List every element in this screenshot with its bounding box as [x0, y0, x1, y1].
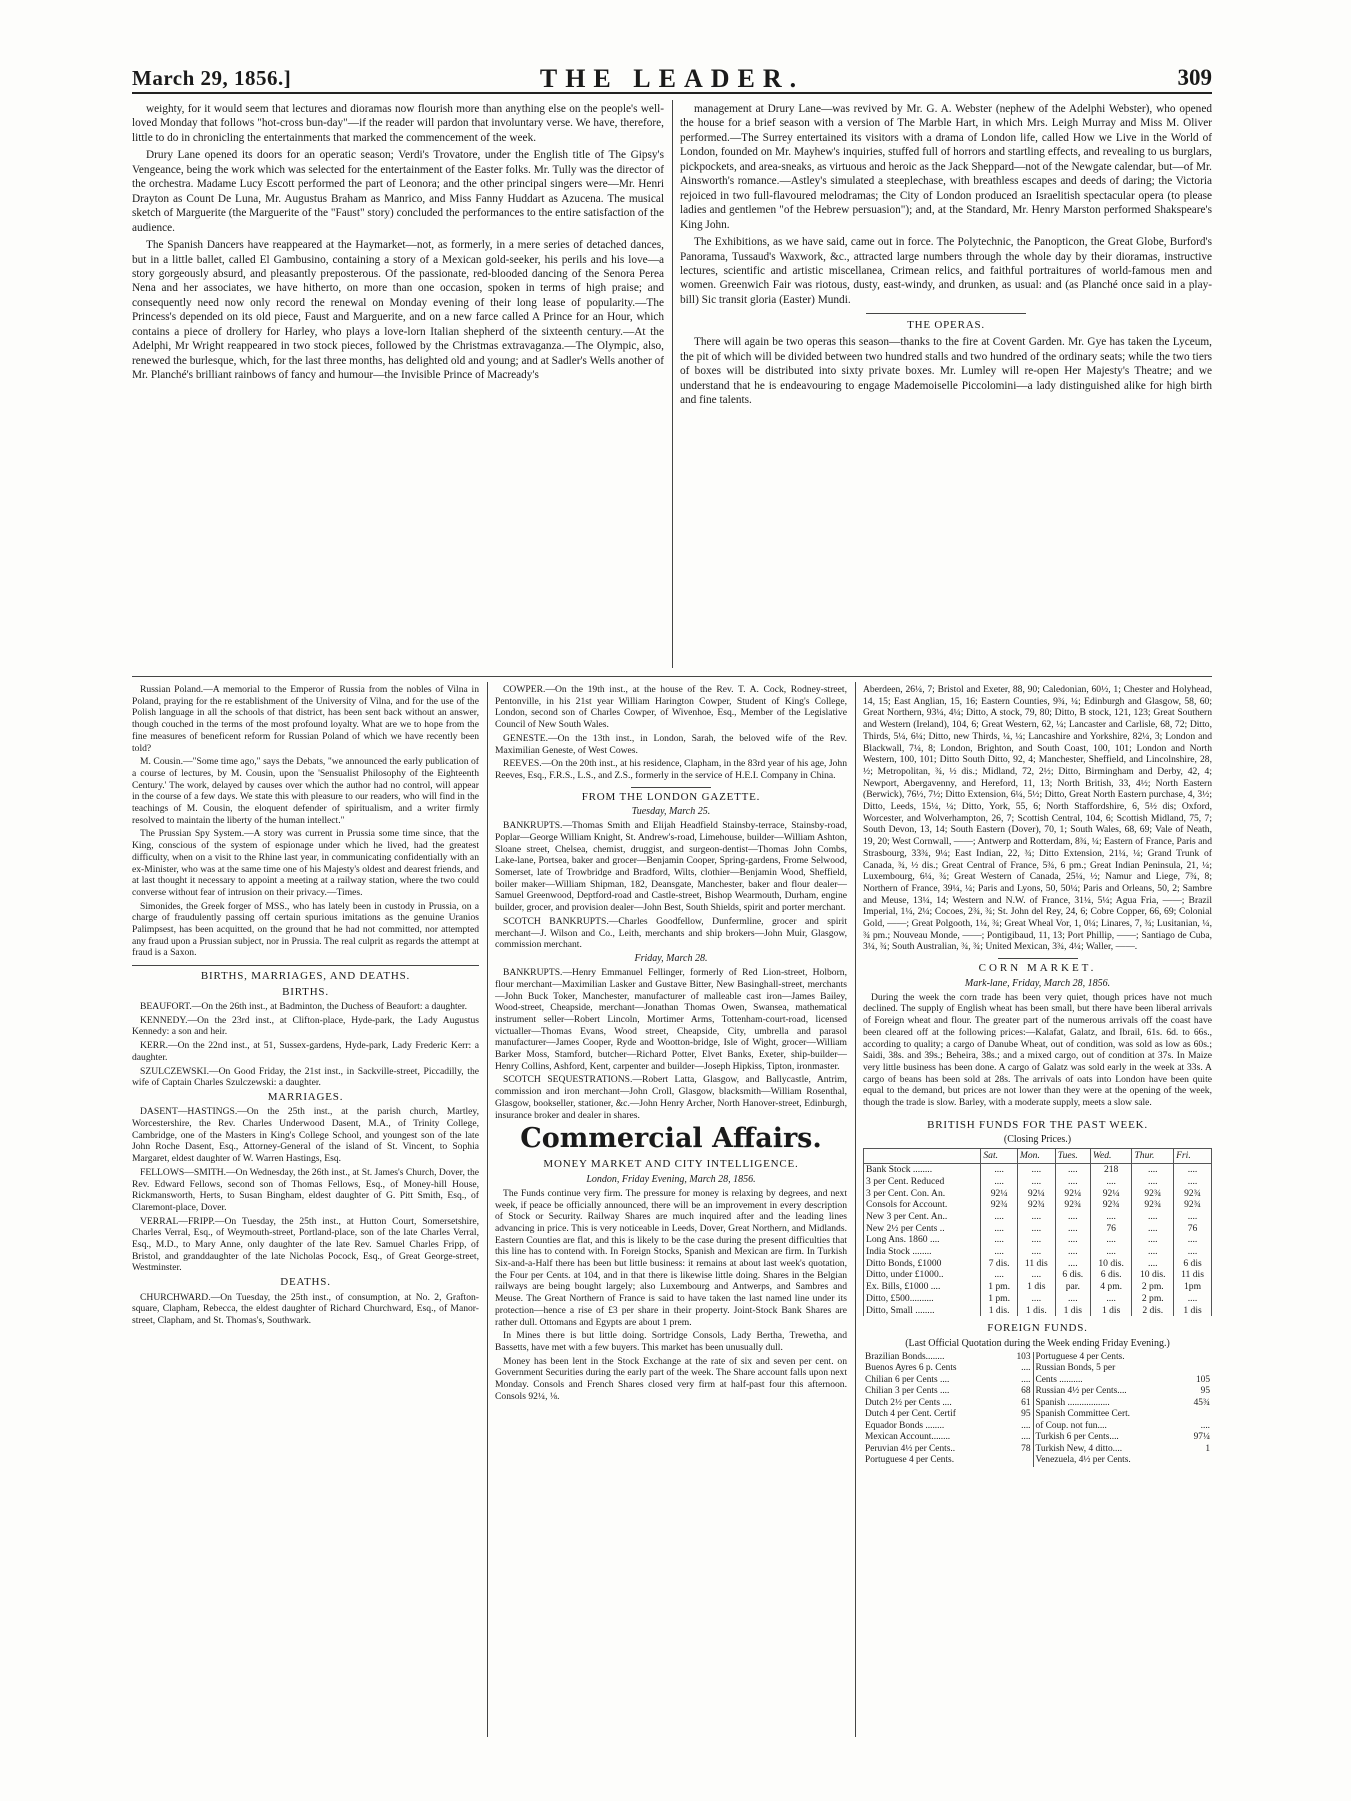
british-funds-heading: BRITISH FUNDS FOR THE PAST WEEK.	[927, 1118, 1148, 1131]
table-cell: 6 dis	[1174, 1258, 1212, 1270]
money-paragraph: In Mines there is but little doing. Sortridge Consols, Lady Bertha, Trewetha, and Bassetts, have met with a few buyers. This market has been unusually dull.	[495, 1330, 847, 1353]
table-cell	[1182, 1352, 1212, 1363]
table-cell: Portuguese 4 per Cents.	[1035, 1351, 1125, 1362]
column-divider	[855, 682, 856, 1737]
table-cell: Cents ..........	[1035, 1374, 1083, 1385]
table-cell: Long Ans. 1860 ....	[864, 1234, 981, 1246]
column-divider	[487, 682, 488, 1737]
table-cell: 1 dis	[1090, 1305, 1132, 1317]
table-cell: 92¼	[1090, 1188, 1132, 1200]
table-cell: ....	[1005, 1363, 1033, 1374]
funds-column-header: Sat.	[981, 1149, 1018, 1164]
table-cell: 7 dis.	[981, 1258, 1018, 1270]
table-cell: Turkish 6 per Cents....	[1035, 1432, 1119, 1443]
table-cell: 6 dis.	[1055, 1269, 1090, 1281]
column-divider	[672, 100, 673, 668]
table-cell: 92¾	[1017, 1199, 1055, 1211]
table-cell: 1 dis	[1055, 1305, 1090, 1317]
article-paragraph: The Spanish Dancers have reappeared at the Haymarket—not, as formerly, in a mere series of detached dances, but in a little ballet, called El Gambusino, containing a story of a Mexican gold-seeker, his perils and his love—a story gorgeously absurd, and pleasantly preposterous. Of the passionate, red-blooded dancing of the Senora Perea Nena and her associates, we have hitherto, on more than one occasion, spoken in terms of high praise; and consequently need now only record the renewal on Monday evening of their long lease of popularity.—The Princess's depended on its old piece, Faust and Marguerite, and on a new farce called A Prince for an Hour, which contains a piece of drollery for Harley, who plays a love-lorn Italian shepherd of the sixteenth century.—At the Adelphi, Mr Wright reappeared in two stock pieces, followed by the Christmas extravaganza.—The Olympic, also, renewed the burlesque, which, for the last three months, has delighted old and young; and at Sadler's Wells another of Mr. Planché's brilliant rainbows of fancy and humour—the Invisible Prince of Macready's	[132, 239, 664, 382]
table-cell: 92¼	[1017, 1188, 1055, 1200]
table-cell: 97¼	[1193, 1432, 1210, 1443]
table-cell: Chilian 3 per Cents ....	[865, 1386, 950, 1397]
corn-dateline: Mark-lane, Friday, March 28, 1856.	[964, 977, 1111, 989]
table-cell: ....	[1200, 1420, 1210, 1431]
table-cell: 1 dis.	[981, 1305, 1018, 1317]
table-cell: 76	[1090, 1223, 1132, 1235]
table-cell: ....	[1132, 1258, 1174, 1270]
birth-notice: KERR.—On the 22nd inst., at 51, Sussex-gardens, Hyde-park, Lady Frederic Kerr: a daughter.	[132, 1040, 479, 1063]
table-row	[863, 1421, 1212, 1432]
newspaper-title: THE LEADER.	[539, 64, 805, 93]
table-cell: ....	[981, 1246, 1018, 1258]
table-cell	[1182, 1409, 1212, 1420]
table-cell: ....	[1055, 1258, 1090, 1270]
table-cell: Portuguese 4 per Cents.	[865, 1455, 955, 1466]
table-cell: ....	[1174, 1293, 1212, 1305]
table-cell: ....	[1174, 1246, 1212, 1258]
table-cell: ....	[1055, 1246, 1090, 1258]
share-prices: Aberdeen, 26¼, 7; Bristol and Exeter, 88, 90; Caledonian, 60½, 1; Chester and Holyhead, 14, 15; East Anglian, 15, 16; Eastern Counties, 9¾, ¼; Edinburgh and Glasgow, 58, 60; Great Northern, 93¼, 4¼; Ditto, A stock, 79, 80; Ditto, B stock, 121, 123; Great Southern and Western (Ireland), 104, 6; Great Western, 62, ¼; Lancaster and Carlisle, 68, 72; Ditto, Thirds, 5¼, 6¼; Ditto, new Thirds, ¼, ¼; Lancashire and Yorkshire, 82¼, 3; London and Blackwall, 7¼, 8; London, Brighton, and South Coast, 100, 101; London and North Western, 100, 101; Ditto South Ditto, 92, 4; Manchester, Sheffield, and Lincolnshire, 28, ½; Metropolitan, ¾, ½ dis.; Midland, 72, 2½; Ditto, Birmingham and Derby, 42, 4; Newport, Abergavenny, and Hereford, 11, 13; North British, 33, 4½; North Eastern (Berwick), 76½, 7½; Ditto Extension, 6¼, 5½; Ditto, Great North Eastern purchase, 4, 3½; Ditto, Leeds, 15¼, ¼; Ditto, York, 55, 6; North Staffordshire, 6, 5½ dis; Oxford, Worcester, and Wolverhampton, 26, 7; Scottish Central, 104, 6; Scottish Midland, 75, 7; South Devon, 13, 14; South Eastern (Dover), 70, 1; South Wales, 68, 69; Vale of Neath, 19, 20; West Cornwall, ——; Antwerp and Rotterdam, 8¾, ¼; Eastern of France, Paris and Strasbourg, 33¾, 9¼; East Indian, 22, ¾; Ditto Extension, 21¼, ¼; Grand Trunk of Canada, ¾, ½ dis.; Great Central of France, 5¾, 6 pm.; Great Indian Peninsula, 21, ¼; Luxembourg, 6¼, ¾; Great Western of Canada, 25¼, ½; Namur and Liege, 7¾, 8; Northern of France, 39¼, ¼; Paris and Lyons, 50, 50¼; Paris and Orleans, 50, 2; Sambre and Meuse, 13¼, 14; Western and N.W. of France, 31¼, 5¼; Agua Fria, ——; Brazil Imperial, 1¼, 2¼; Cocoes, 2¾, ¾; St. John del Rey, 24, 6; Cobre Copper, 66, 69; Colonial Gold, ——; Great Polgooth, 1¼, ¾; Great Wheal Vor, 1, 0¼; Linares, 7, ¾; Lusitanian, ¼, ¾ pm.; Nouveau Monde, ——; Pontigibaud, 11, 13; Port Phillip, ——; Santiago de Cuba, 3¼, ¾; South Australian, ¾, ¾; United Mexican, 3¾, 4¼; Waller, ——.	[863, 684, 1212, 953]
table-cell: 92¼	[1055, 1188, 1090, 1200]
table-cell: 1 dis	[1017, 1281, 1055, 1293]
marriage-notice: DASENT—HASTINGS.—On the 25th inst., at the parish church, Martley, Worcestershire, the Rev. Charles Underwood Dasent, M.A., of Trinity College, Cambridge, one of the Masters in King's College School, and youngest son of the late John Roche Dasent, Esq., Attorney-General of the island of St. Vincent, to Sophia Margaret, eldest daughter of W. Warren Hastings, Esq.	[132, 1106, 479, 1165]
table-row	[863, 1352, 1212, 1363]
table-cell: ....	[1055, 1164, 1090, 1176]
table-cell: ....	[981, 1164, 1018, 1176]
table-row	[864, 1281, 1212, 1293]
foreign-funds-table	[863, 1352, 1212, 1467]
operas-heading: THE OPERAS.	[907, 319, 985, 332]
british-funds-table	[863, 1148, 1212, 1316]
table-cell: New 3 per Cent. An..	[864, 1211, 981, 1223]
funds-column-header: Fri.	[1174, 1149, 1212, 1164]
table-cell: 11 dis	[1174, 1269, 1212, 1281]
table-cell: 95	[1005, 1409, 1033, 1420]
article-paragraph: The Exhibitions, as we have said, came out in force. The Polytechnic, the Panopticon, the Great Globe, Burford's Panorama, Tussaud's Waxwork, &c., attracted large numbers through the whole day by their dioramas, instructive lectures, scientific and artistic miscellanea, Crimean relics, and faithful portraitures of world-famous men and women. Greenwich Fair was riotous, dusty, east-windy, and drunken, as usual: and (as Planché once said in a play-bill) Sic transit gloria (Easter) Mundi.	[680, 236, 1212, 306]
table-cell: Consols for Account.	[864, 1199, 981, 1211]
table-cell: 92¾	[1174, 1188, 1212, 1200]
table-cell: 1 dis	[1174, 1305, 1212, 1317]
table-cell: 4 pm.	[1090, 1281, 1132, 1293]
table-cell: ....	[1005, 1421, 1033, 1432]
news-paragraph: The Prussian Spy System.—A story was current in Prussia some time since, that the King, conscious of the system of espionage under which he lived, had the greatest difficulty, when on a visit to the Rhine last year, in communicating confidentially with an ex-Minister, who was at the same time one of his Majesty's oldest and dearest friends, and at last thought it necessary to appoint a meeting at a railway station, where the two could converse without fear of intrusion on their privacy.—Times.	[132, 828, 479, 898]
table-cell: 103	[1005, 1352, 1033, 1363]
table-row	[864, 1234, 1212, 1246]
table-cell: Bank Stock ........	[864, 1164, 981, 1176]
table-cell	[1182, 1455, 1212, 1466]
table-cell: Ditto, £500..........	[864, 1293, 981, 1305]
table-cell: ....	[1090, 1293, 1132, 1305]
table-cell: ....	[1132, 1223, 1174, 1235]
news-column-2	[495, 684, 847, 1734]
table-cell: Ditto, under £1000..	[864, 1269, 981, 1281]
table-cell: 92¼	[981, 1188, 1018, 1200]
table-cell: ....	[1017, 1293, 1055, 1305]
table-cell: Spanish ..................	[1035, 1397, 1110, 1408]
table-cell: 92¾	[1132, 1199, 1174, 1211]
table-cell: 45¾	[1193, 1397, 1210, 1408]
table-row	[864, 1293, 1212, 1305]
corn-market-text: During the week the corn trade has been very quiet, though prices have not much declined. The supply of English wheat has been small, but there have been liberal arrivals of Foreign wheat and flour. The greater part of the numerous arrivals off the coast have been cleared off at the following prices:—Kalafat, Galatz, and Ibrail, 61s. 6d. to 66s., according to quality; a cargo of Danube Wheat, out of condition, was sold as low as 60s.; Saidi, 38s. and 39s.; Beheira, 38s.; and a mixed cargo, out of condition at 37s. In Maize very little business has been done. A cargo of Galatz was sold early in the week at 33s. A cargo of beans has been sold at 28s. The arrivals of oats into London have been quite equal to the demand, but prices are not lower than they were at the opening of the week, though the trade is slow. Barley, with a moderate supply, meets a slow sale.	[863, 991, 1212, 1109]
table-cell: Buenos Ayres 6 p. Cents	[865, 1363, 957, 1374]
article-paragraph: Drury Lane opened its doors for an operatic season; Verdi's Trovatore, under the English title of The Gipsy's Vengeance, being the work which was selected for the entertainment of the Easter folks. Mr. Tully was the director of the orchestra. Madame Lucy Escott performed the part of Leonora; and the other principal singers were—Mr. Henri Drayton as Count De Luna, Mr. Augustus Braham as Manrico, and Miss Fanny Huddart as Azucena. The musical sketch of Marguerite (the Marguerite of the "Faust" story) concluded the performances to the entire satisfaction of the audience.	[132, 149, 664, 234]
table-cell: 3 per Cent. Con. An.	[864, 1188, 981, 1200]
table-cell: 218	[1090, 1164, 1132, 1176]
table-cell: ....	[981, 1223, 1018, 1235]
table-cell: Brazilian Bonds........	[865, 1351, 945, 1362]
marriage-notice: FELLOWS—SMITH.—On Wednesday, the 26th inst., at St. James's Church, Dover, the Rev. Edward Fellows, second son of Thomas Fellows, Esq., of Money-hill House, Rickmansworth, Herts, to Susan Bingham, eldest daughter of G. Pitt Smith, Esq., of Claremont-place, Dover.	[132, 1166, 479, 1213]
theatre-review-left	[132, 102, 664, 664]
british-funds-subheading: (Closing Prices.)	[1003, 1134, 1072, 1146]
table-cell: 1pm	[1174, 1281, 1212, 1293]
table-row	[863, 1398, 1212, 1409]
corn-market-heading: CORN MARKET.	[978, 962, 1097, 975]
table-row	[863, 1375, 1212, 1386]
table-cell: Venezuela, 4½ per Cents.	[1035, 1455, 1131, 1466]
table-cell: ....	[1055, 1223, 1090, 1235]
table-row	[864, 1223, 1212, 1235]
table-row	[863, 1444, 1212, 1455]
table-row	[864, 1269, 1212, 1281]
table-cell: 3 per Cent. Reduced	[864, 1176, 981, 1188]
news-paragraph: M. Cousin.—"Some time ago," says the Debats, "we announced the early publication of a course of lectures, by M. Cousin, upon the 'Sensualist Philosophy of the Eighteenth Century.' The work, delayed by causes over which the author had no control, will appear in the course of a few days. We state this with pleasure to our readers, who will find in the teachings of M. Cousin, the eloquent defender of spiritualism, and a writer firmly resolved to maintain the liberty of the human intellect."	[132, 756, 479, 826]
funds-column-header: Wed.	[1090, 1149, 1132, 1164]
news-column-1	[132, 684, 479, 1734]
money-market-heading: MONEY MARKET AND CITY INTELLIGENCE.	[543, 1158, 799, 1171]
table-cell: 92¾	[981, 1199, 1018, 1211]
death-notice: COWPER.—On the 19th inst., at the house of the Rev. T. A. Cock, Rodney-street, Pentonville, in his 21st year William Harington Cowper, Student of King's College, London, second son of Charles Cowper, of Wivenhoe, Esq., Member of the Legislative Council of New South Wales.	[495, 684, 847, 731]
table-cell: 2 pm.	[1132, 1281, 1174, 1293]
table-cell: ....	[1017, 1246, 1055, 1258]
table-row	[863, 1409, 1212, 1420]
marriage-notice: VERRAL—FRIPP.—On Tuesday, the 25th inst., at Hutton Court, Somersetshire, Charles Verral, Esq., of Weymouth-street, Portland-place, son of the late Charles Verral, Esq., M.D., to Mary Anne, only daughter of the late Rev. Samuel Charles Fripp, of Bristol, and granddaughter of the late Nicholas Pocock, Esq., of Great George-street, Westminster.	[132, 1215, 479, 1274]
news-paragraph: Simonides, the Greek forger of MSS., who has lately been in custody in Prussia, on a charge of fraudulently passing off certain spurious imitations as the genuine Uranios Palimpsest, has been acquitted, on the ground that he had not committed, nor attempted any fraud upon a Prussian subject, nor in Prussia. The real culprit as regards the attempt at fraud is a Saxon.	[132, 900, 479, 959]
table-cell: 1 dis.	[1017, 1305, 1055, 1317]
news-paragraph: Russian Poland.—A memorial to the Emperor of Russia from the nobles of Vilna in Poland, praying for the re establishment of the University of Vilna, and for the use of the Polish language in all the schools of that district, has been sent back without an answer, though couched in the terms of the most profound loyalty. What are we to hope from the fine measures of beneficent reform for Russian Poland of which we have recently been told?	[132, 684, 479, 754]
table-cell: 11 dis	[1017, 1258, 1055, 1270]
table-cell: ....	[1132, 1211, 1174, 1223]
gazette-paragraph: SCOTCH SEQUESTRATIONS.—Robert Latta, Glasgow, and Ballycastle, Antrim, commission and iron merchant—John Croll, Glasgow, blacksmith—William Rosenthal, Glasgow, bookseller, stationer, &c.—John Henry Archer, North Hanover-street, Edinburgh, insurance broker and dealer in shares.	[495, 1074, 847, 1121]
table-cell: ....	[1090, 1211, 1132, 1223]
gazette-tuesday: Tuesday, March 25.	[631, 806, 711, 818]
table-cell: ....	[1132, 1246, 1174, 1258]
birth-notice: KENNEDY.—On the 23rd inst., at Clifton-place, Hyde-park, the Lady Augustus Kennedy: a son and heir.	[132, 1014, 479, 1038]
table-cell: ....	[981, 1211, 1018, 1223]
table-cell: 92¾	[1090, 1199, 1132, 1211]
table-row	[864, 1176, 1212, 1188]
table-cell: India Stock ........	[864, 1246, 981, 1258]
funds-column-header: Tues.	[1055, 1149, 1090, 1164]
gazette-friday: Friday, March 28.	[634, 952, 708, 964]
table-cell: Ditto, Small ........	[864, 1305, 981, 1317]
table-cell: 61	[1005, 1398, 1033, 1409]
table-cell: Dutch 4 per Cent. Certif	[865, 1409, 956, 1420]
funds-column-header: Thur.	[1132, 1149, 1174, 1164]
table-cell: 1	[1205, 1443, 1210, 1454]
table-cell: 68	[1005, 1386, 1033, 1397]
table-cell: Ditto Bonds, £1000	[864, 1258, 981, 1270]
death-notice: REEVES.—On the 20th inst., at his residence, Clapham, in the 83rd year of his age, John Reeves, Esq., F.R.S., L.S., and Z.S., formerly in the service of H.E.I. Company in China.	[495, 758, 847, 781]
table-cell: ....	[1132, 1164, 1174, 1176]
table-cell: Peruvian 4½ per Cents..	[865, 1443, 956, 1454]
funds-column-header: Mon.	[1017, 1149, 1055, 1164]
foreign-funds-heading: FOREIGN FUNDS.	[987, 1322, 1088, 1335]
table-cell: ....	[981, 1176, 1018, 1188]
table-row	[863, 1386, 1212, 1397]
birth-notice: SZULCZEWSKI.—On Good Friday, the 21st inst., in Sackville-street, Piccadilly, the wife of Captain Charles Szulczewski: a daughter.	[132, 1065, 479, 1089]
table-cell: ....	[1174, 1211, 1212, 1223]
table-row	[864, 1199, 1212, 1211]
table-cell	[1005, 1455, 1033, 1466]
table-cell: 76	[1174, 1223, 1212, 1235]
table-cell: 2 dis.	[1132, 1305, 1174, 1317]
table-row	[864, 1246, 1212, 1258]
table-cell: 2 pm.	[1132, 1293, 1174, 1305]
table-cell: 92¾	[1174, 1199, 1212, 1211]
table-cell: of Coup. not fun....	[1035, 1420, 1107, 1431]
table-cell: 1 pm.	[981, 1293, 1018, 1305]
gazette-paragraph: BANKRUPTS.—Henry Emmanuel Fellinger, formerly of Red Lion-street, Holborn, flour merchant—Maximilian Lasker and Gustave Bitter, New Basinghall-street, merchants—John Buck Toker, Manchester, manufacturer of malleable cast iron—James Bailey, Wood-street, Cheapside, merchant—Jonathan Thomas Owen, Swansea, mathematical instrument seller—Robert Lincoln, Mortimer Arms, Tottenham-court-road, licensed victualler—Thomas Evans, Wood street, Cheapside, City, umbrella and parasol manufacturer—James Cooper, Ryde and Wootton-bridge, Isle of Wight, grocer—William Barker Moss, Stamford, butcher—Richard Potter, Elvet Banks, Exeter, ship-builder—Henry Collins, Ashford, Kent, carpenter and builder—Joseph Hipkiss, Tipton, ironmaster.	[495, 967, 847, 1072]
table-cell: Russian 4½ per Cents....	[1035, 1386, 1127, 1397]
funds-column-header	[864, 1149, 981, 1164]
table-cell: ....	[1017, 1234, 1055, 1246]
table-cell	[1182, 1363, 1212, 1374]
table-row	[864, 1164, 1212, 1176]
table-cell: ....	[1132, 1176, 1174, 1188]
table-cell: 95	[1200, 1386, 1210, 1397]
gazette-paragraph: BANKRUPTS.—Thomas Smith and Elijah Headfield Stainsby-terrace, Stainsby-road, Poplar—George William Knight, St. Andrew's-road, Limehouse, builder—William Ashton, Sloane street, Chelsea, chemist, druggist, and surgeon-dentist—Thomas John Combs, Lake-lane, Portsea, baker and grocer—Benjamin Cooper, Spring-gardens, Frome Selwood, Somerset, late of Trowbridge and Bradford, Wilts, clothier—Benjamin Wood, Sheffield, boiler maker—William Shipman, 182, Deansgate, Manchester, baker and flour dealer—Samuel Greenwood, Deptford-road and Castle-street, Bishop Wearmouth, Durham, engine builder, grocer, and provision dealer—John Best, South Shields, spirit and porter merchant.	[495, 820, 847, 914]
table-cell: Spanish Committee Cert.	[1035, 1409, 1131, 1420]
money-paragraph: Money has been lent in the Stock Exchange at the rate of six and seven per cent. on Government Securities during the early part of the week. The Share account falls upon next Monday. Consols and French Shares closed very firm at half-past four this afternoon. Consols 92¼, ⅛.	[495, 1355, 847, 1402]
birth-notice: BEAUFORT.—On the 26th inst., at Badminton, the Duchess of Beaufort: a daughter.	[140, 1000, 467, 1012]
bmd-heading: BIRTHS, MARRIAGES, AND DEATHS.	[200, 970, 411, 983]
table-cell: Chilian 6 per Cents ....	[865, 1374, 950, 1385]
table-cell: ....	[1132, 1234, 1174, 1246]
table-cell: ....	[981, 1234, 1018, 1246]
table-cell: ....	[1174, 1164, 1212, 1176]
table-row	[863, 1432, 1212, 1443]
table-cell: ....	[1017, 1211, 1055, 1223]
news-column-3	[863, 684, 1212, 1734]
issue-date: March 29, 1856.]	[132, 66, 292, 90]
operas-text: There will again be two operas this season—thanks to the fire at Covent Garden. Mr. Gye has taken the Lyceum, the pit of which will be divided between two hundred stalls and two hundred of the ordinary seats; while the two tiers of boxes will be distributed into sixty private boxes. Mr. Lumley will re-open Her Majesty's Theatre; and we understand that he is endeavouring to engage Mademoiselle Piccolomini—a lady distinguished alike for high birth and fine talents.	[680, 336, 1212, 407]
table-row	[864, 1305, 1212, 1317]
table-cell: Equador Bonds ........	[865, 1420, 945, 1431]
table-cell: ....	[1017, 1269, 1055, 1281]
table-cell: ....	[1090, 1176, 1132, 1188]
table-cell: ....	[1090, 1246, 1132, 1258]
table-cell: New 2½ per Cents ..	[864, 1223, 981, 1235]
table-cell: ....	[1017, 1176, 1055, 1188]
table-cell: 10 dis.	[1132, 1269, 1174, 1281]
table-cell: 92¾	[1132, 1188, 1174, 1200]
money-paragraph: The Funds continue very firm. The pressure for money is relaxing by degrees, and next week, if peace be officially announced, there will be an improvement in every description of Stock or Security. Railway Shares are much inquired after and the leading lines advancing in price. This is very noticeable in Leeds, Dover, Great Northern, and Midlands. Eastern Counties are flat, and this is likely to be the case during the present difficulties that this line has to contend with. In Foreign Stocks, Spanish and Mexican are firm. In Turkish Six-and-a-Half there has been but little business: it remains at about last week's quotation, the Four per Cents. at 104, and in that there is likewise little doing. Shares in the Belgian railways are being bought largely; also Luxembourg and Antwerps, and Sambres and Meuse. The Great Northern of France is said to have taken the last named line under its protection—hence a rise of £3 per share in their property. Joint-Stock Bank Shares are rather dull. Ottomans and Egypts are about 1 prem.	[495, 1187, 847, 1328]
section-divider	[132, 676, 1212, 677]
gazette-paragraph: SCOTCH BANKRUPTS.—Charles Goodfellow, Dunfermline, grocer and spirit merchant—J. Wilson and Co., Leith, merchants and ship brokers—John Muir, Glasgow, commission merchant.	[495, 915, 847, 951]
table-cell: 6 dis.	[1090, 1269, 1132, 1281]
table-cell: ....	[1005, 1375, 1033, 1386]
table-row	[864, 1211, 1212, 1223]
marriages-heading: MARRIAGES.	[267, 1090, 344, 1103]
table-cell: ....	[1174, 1234, 1212, 1246]
table-row	[864, 1258, 1212, 1270]
table-cell: ....	[1055, 1211, 1090, 1223]
deaths-heading: DEATHS.	[280, 1276, 331, 1289]
theatre-review-right	[680, 102, 1212, 664]
table-cell: ....	[1005, 1432, 1033, 1443]
table-cell: ....	[1090, 1234, 1132, 1246]
table-cell: par.	[1055, 1281, 1090, 1293]
table-row	[863, 1455, 1212, 1466]
births-heading: BIRTHS.	[282, 985, 329, 998]
table-cell: 10 dis.	[1090, 1258, 1132, 1270]
table-cell: 92¾	[1055, 1199, 1090, 1211]
table-cell: 1 pm.	[981, 1281, 1018, 1293]
table-cell: ....	[981, 1269, 1018, 1281]
death-notice: GENESTE.—On the 13th inst., in London, Sarah, the beloved wife of the Rev. Maximilian Geneste, of West Cowes.	[495, 732, 847, 756]
table-row	[863, 1363, 1212, 1374]
commercial-affairs-heading: Commercial Affairs.	[520, 1123, 822, 1155]
table-cell: ....	[1055, 1176, 1090, 1188]
table-row	[864, 1188, 1212, 1200]
article-paragraph: weighty, for it would seem that lectures and dioramas now flourish more than anything else on the people's well-loved Monday that follows "hot-cross bun-day"—if the reader will pardon that involuntary verse. We have, therefore, little to do in chronicling the entertainments that marked the commencement of the week.	[132, 103, 664, 144]
table-cell: 78	[1005, 1444, 1033, 1455]
gazette-heading: FROM THE LONDON GAZETTE.	[581, 790, 761, 803]
table-cell: ....	[1017, 1164, 1055, 1176]
masthead	[132, 62, 1212, 94]
table-cell: Russian Bonds, 5 per	[1035, 1363, 1116, 1374]
table-cell: Mexican Account........	[865, 1432, 951, 1443]
article-paragraph: management at Drury Lane—was revived by Mr. G. A. Webster (nephew of the Adelphi Webster), who opened the house for a brief season with a version of The Marble Hart, in which Mrs. Leigh Murray and Miss M. Oliver performed.—The Surrey entertained its visitors with a drama of London life, called How we Live in the World of London, founded on Mr. Mayhew's inquiries, stuffed full of horrors and startling effects, and revealing to us burglars, pickpockets, and area-sneaks, as virtuous and heroic as the Jack Sheppard—not of the Newgate calendar, but—of Mr. Ainsworth's romance.—Astley's simulated a steeplechase, with breathless escapes and deeds of daring; the Victoria rejoiced in two full-flavoured melodramas; the City of London produced an Israelitish spectacular opera (to please ladies and gentlemen "of the Hebrew persuasion"); and, at the Standard, Mr. Henry Marston performed Shakspeare's King John.	[680, 103, 1212, 231]
table-cell: Ex. Bills, £1000 ....	[864, 1281, 981, 1293]
table-cell: Dutch 2½ per Cents ....	[865, 1397, 952, 1408]
table-cell: ....	[1055, 1234, 1090, 1246]
table-cell: ....	[1017, 1223, 1055, 1235]
table-cell: Turkish New, 4 ditto....	[1035, 1443, 1123, 1454]
table-cell: 105	[1195, 1374, 1210, 1385]
foreign-funds-subheading: (Last Official Quotation during the Week ending Friday Evening.)	[905, 1337, 1170, 1349]
table-cell: ....	[1174, 1176, 1212, 1188]
page-number: 309	[1177, 65, 1212, 90]
table-cell: ....	[1055, 1293, 1090, 1305]
money-dateline: London, Friday Evening, March 28, 1856.	[586, 1173, 756, 1185]
death-notice: CHURCHWARD.—On Tuesday, the 25th inst., of consumption, at No. 2, Grafton-square, Clapham, Rebecca, the eldest daughter of Richard Churchward, Esq., of Manor-street, Clapham, and St. Thomas's, Southwark.	[132, 1291, 479, 1326]
